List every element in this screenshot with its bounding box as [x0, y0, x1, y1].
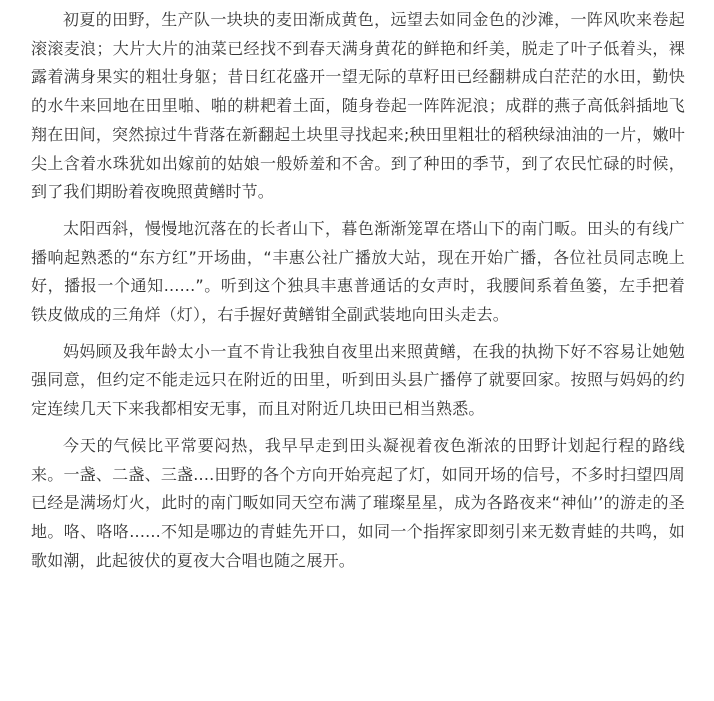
- article-body: [31, 6, 685, 583]
- paragraph-early-summer-fields: 初夏的田野，生产队一块块的麦田渐成黄色，远望去如同金色的沙滩，一阵风吹来卷起滚滚麦浪；大片大片的油菜已经找不到春天满身黄花的鲜艳和纤美，脱走了叶子低着头，裸露着满身果实的粗壮身躯；昔日红花盛开一望无际的草籽田已经翻耕成白茫茫的水田，勤快的水牛来回地在田里啪、啪的耕耙着土面，随身卷起一阵阵泥浪；成群的燕子高低斜插地飞翔在田间，突然掠过牛背落在新翻起土块里寻找起来;秧田里粗壮的稻秧绿油油的一片，嫩叶尖上含着水珠犹如出嫁前的姑娘一般娇羞和不舍。到了种田的季节，到了农民忙碌的时候，到了我们期盼着夜晚照黄鳝时节。: [31, 10, 685, 202]
- paragraph-mother-agreement: 妈妈顾及我年龄太小一直不肯让我独自夜里出来照黄鳝，在我的执拗下好不容易让她勉强同意，但约定不能走远只在附近的田里，听到田头县广播停了就要回家。按照与妈妈的约定连续几天下来我都相安无事，而且对附近几块田已相当熟悉。: [31, 341, 685, 419]
- paragraph-sunset-broadcast: 太阳西斜，慢慢地沉落在的长者山下，暮色渐渐笼罩在塔山下的南门畈。田头的有线广播响起熟悉的“东方红”开场曲，“丰惠公社广播放大站，现在开始广播，各位社员同志晚上好，播报一个通知......”。听到这个独具丰惠普通话的女声时，我腰间系着鱼篓，左手把着铁皮做成的三角烊（灯），右手握好黄鳝钳全副武装地向田头走去。: [31, 218, 685, 325]
- paragraph-night-chorus: 今天的气候比平常要闷热，我早早走到田头凝视着夜色渐浓的田野计划起行程的路线来。一盏、二盏、三盏....田野的各个方向开始亮起了灯，如同开场的信号，不多时扫望四周已经是满场灯火，此时的南门畈如同天空布满了璀璨星星，成为各路夜来“神仙’’的游走的圣地。咯、咯咯......不知是哪边的青蛙先开口，如同一个指挥家即刻引来无数青蛙的共鸣，如歌如潮，此起彼伏的夏夜大合唱也随之展开。: [31, 435, 685, 570]
